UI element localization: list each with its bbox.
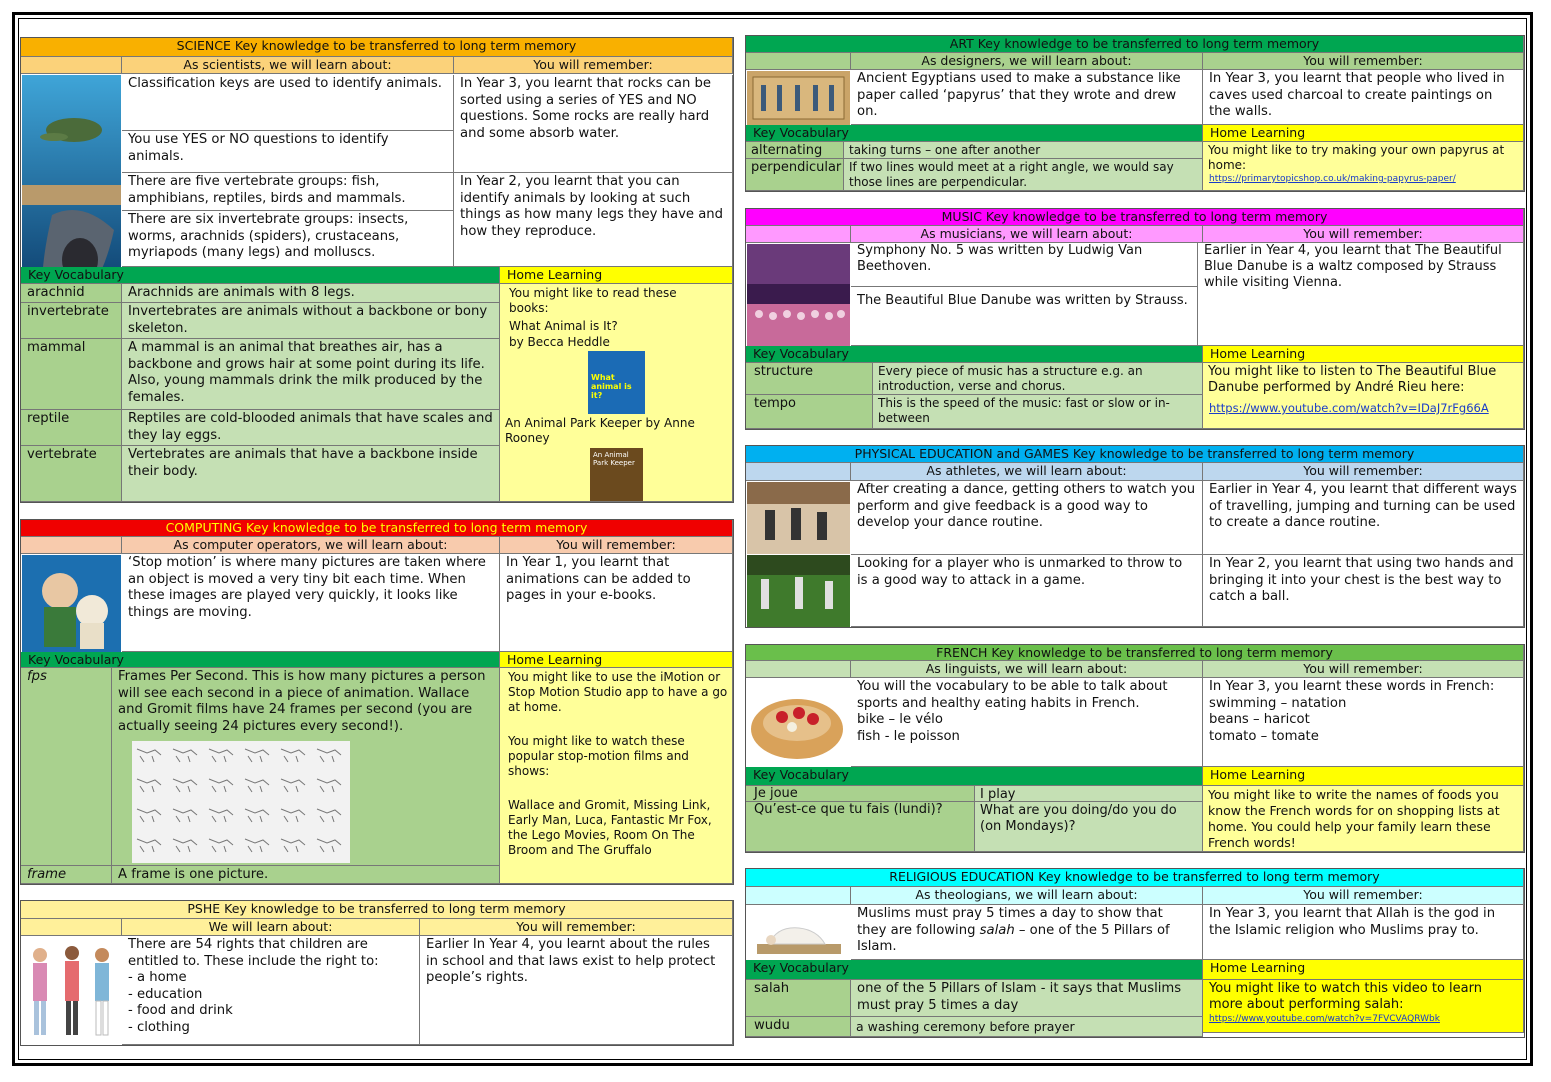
music-link[interactable] bbox=[1203, 397, 1523, 419]
home-learning-box bbox=[1203, 142, 1524, 191]
learn-header: As scientists, we will learn about: bbox=[122, 57, 454, 74]
vocab-def: Reptiles are cold-blooded animals that have scales and they lay eggs. bbox=[122, 410, 500, 446]
remember-header: You will remember: bbox=[500, 537, 733, 554]
header-spacer bbox=[746, 887, 851, 905]
learn-item: Symphony No. 5 was written by Ludwig Van Beethoven. bbox=[851, 243, 1198, 287]
section-title: FRENCH Key knowledge to be transferred to long term memory bbox=[746, 645, 1524, 661]
learn-item: There are 54 rights that children are entitled to. These include the right to: bbox=[128, 937, 379, 969]
vocab-def: Invertebrates are animals without a backbone or bony skeleton. bbox=[122, 303, 500, 339]
remember-item: In Year 3, you learnt these words in French: bbox=[1209, 679, 1495, 694]
re-section bbox=[745, 868, 1525, 1038]
remember-box bbox=[1203, 678, 1524, 767]
learn-header: As musicians, we will learn about: bbox=[851, 226, 1203, 243]
papyrus-image bbox=[747, 71, 850, 125]
food-image bbox=[747, 679, 850, 767]
dance-image bbox=[747, 482, 850, 554]
home-text: Wallace and Gromit, Missing Link, Early Man, Luca, Fantastic Mr Fox, the Lego Movies, Room On The Broom and The Gruffalo bbox=[508, 798, 712, 857]
home-learning-box bbox=[1203, 363, 1524, 429]
vocab-term: arachnid bbox=[21, 284, 122, 303]
remember-header: You will remember: bbox=[1203, 226, 1524, 243]
vocab-term: salah bbox=[746, 980, 851, 1017]
home-learning-box bbox=[1203, 980, 1524, 1033]
learn-header: As designers, we will learn about: bbox=[851, 53, 1203, 70]
learn-box bbox=[851, 678, 1203, 767]
remember-header: You will remember: bbox=[1203, 661, 1524, 678]
section-title: ART Key knowledge to be transferred to long term memory bbox=[746, 36, 1524, 53]
vocab-header: Key Vocabulary bbox=[21, 652, 500, 668]
vocab-term: Qu’est-ce que tu fais (lundi)? bbox=[746, 802, 975, 852]
learn-item: You will the vocabulary to be able to talk about sports and healthy eating habits in French. bbox=[857, 679, 1168, 711]
remember-item: swimming – natation bbox=[1209, 695, 1347, 711]
header-spacer bbox=[746, 661, 851, 678]
header-spacer bbox=[21, 57, 122, 74]
vocab-def: Frames Per Second. This is how many pictures a person will see each second in a piece of animation. Wallace and Gromit films have 24 frames per second (you are actually seeing 24 pictures every second!). bbox=[118, 669, 486, 734]
learn-header: As computer operators, we will learn about: bbox=[122, 537, 500, 554]
home-header: Home Learning bbox=[500, 267, 733, 284]
book-cover bbox=[588, 351, 645, 414]
salah-link-anchor[interactable]: https://www.youtube.com/watch?v=7FVCVAQRWbk bbox=[1209, 1014, 1440, 1024]
learn-item: bike – le vélo bbox=[857, 712, 943, 727]
remember-item: In Year 1, you learnt that animations can be added to pages in your e-books. bbox=[500, 554, 733, 652]
book-title: An Animal Park Keeper bbox=[593, 451, 635, 467]
learn-text: – one of the 5 Pillars of Islam. bbox=[857, 922, 1170, 954]
learn-header: As linguists, we will learn about: bbox=[851, 661, 1203, 678]
vocab-term: alternating bbox=[746, 142, 844, 159]
vocab-term: Je joue bbox=[746, 786, 975, 802]
science-section bbox=[20, 37, 734, 503]
vocab-def: What are you doing/do you do (on Mondays)? bbox=[975, 802, 1203, 852]
salah-link[interactable] bbox=[1203, 1014, 1523, 1025]
home-text: You might like to use the iMotion or Stop Motion Studio app to have a go at home. bbox=[508, 670, 728, 714]
vocab-def: This is the speed of the music: fast or slow or in-between bbox=[873, 395, 1203, 429]
learn-item bbox=[851, 905, 1203, 960]
home-header: Home Learning bbox=[1203, 125, 1524, 142]
remember-header: You will remember: bbox=[1203, 887, 1524, 905]
vocab-term: frame bbox=[21, 866, 112, 884]
book-cover bbox=[590, 448, 643, 501]
remember-header: You will remember: bbox=[420, 919, 733, 936]
music-link-anchor[interactable]: https://www.youtube.com/watch?v=IDaJ7rFg66A bbox=[1209, 401, 1489, 415]
learn-item: You use YES or NO questions to identify animals. bbox=[122, 131, 454, 173]
vocab-def-box bbox=[112, 668, 500, 866]
game-image bbox=[747, 555, 850, 627]
section-title: PHYSICAL EDUCATION and GAMES Key knowledge to be transferred to long term memory bbox=[746, 446, 1524, 463]
remember-item: Earlier In Year 4, you learnt about the rules in school and that laws exist to help protect people’s rights. bbox=[420, 936, 733, 1045]
learn-text: Muslims must pray 5 times a day to show that they are following bbox=[857, 906, 1163, 938]
header-spacer bbox=[746, 226, 851, 243]
vocab-term: vertebrate bbox=[21, 446, 122, 502]
learn-item: There are five vertebrate groups: fish, amphibians, reptiles, birds and mammals. bbox=[122, 173, 454, 211]
learn-item: Classification keys are used to identify animals. bbox=[122, 75, 454, 131]
learn-item: - clothing bbox=[128, 1019, 190, 1035]
learn-item: The Beautiful Blue Danube was written by Strauss. bbox=[851, 287, 1198, 346]
vocab-def: Arachnids are animals with 8 legs. bbox=[122, 284, 500, 303]
vocab-term: tempo bbox=[746, 395, 873, 429]
vocab-def: one of the 5 Pillars of Islam - it says that Muslims must pray 5 times a day bbox=[851, 980, 1203, 1017]
home-learning-box bbox=[500, 284, 733, 502]
learn-box bbox=[122, 936, 420, 1045]
vocab-def: taking turns – one after another bbox=[844, 142, 1203, 159]
learn-item: - education bbox=[128, 986, 203, 1002]
learn-item: ‘Stop motion’ is where many pictures are taken where an object is moved a very tiny bit each time. When these images are played very quickly, it looks like things are moving. bbox=[122, 554, 500, 652]
vocab-term: wudu bbox=[746, 1017, 851, 1037]
learn-item: Looking for a player who is unmarked to throw to is a good way to attack in a game. bbox=[851, 555, 1203, 627]
vocab-def: A mammal is an animal that breathes air, has a backbone and grows hair at some point during its life. Also, young mammals drink the milk produced by the females. bbox=[122, 339, 500, 410]
remember-item: Earlier in Year 4, you learnt that The Beautiful Blue Danube is a waltz composed by Strauss while visiting Vienna. bbox=[1198, 243, 1524, 346]
home-text: An Animal Park Keeper by Anne Rooney bbox=[505, 416, 695, 445]
remember-item: In Year 3, you learnt that rocks can be sorted using a series of YES and NO questions. Some rocks are really hard and some absorb water. bbox=[454, 75, 733, 173]
papyrus-link[interactable] bbox=[1203, 174, 1523, 185]
remember-item: In Year 3, you learnt that people who lived in caves used charcoal to create paintings on the walls. bbox=[1203, 70, 1524, 125]
header-spacer bbox=[21, 919, 122, 936]
remember-header: You will remember: bbox=[1203, 53, 1524, 70]
wallace-gromit-image bbox=[22, 555, 121, 652]
remember-header: You will remember: bbox=[454, 57, 733, 74]
home-text: You might like to listen to The Beautiful Blue Danube performed by André Rieu here: bbox=[1208, 364, 1497, 395]
learn-item: fish - le poisson bbox=[857, 728, 960, 744]
music-section bbox=[745, 208, 1525, 430]
vocab-def: Every piece of music has a structure e.g. an introduction, verse and chorus. bbox=[873, 363, 1203, 395]
vocab-def: A frame is one picture. bbox=[112, 866, 500, 884]
home-header: Home Learning bbox=[1203, 346, 1524, 363]
vocab-def: Vertebrates are animals that have a backbone inside their body. bbox=[122, 446, 500, 502]
home-text: You might like to try making your own papyrus at home: bbox=[1208, 143, 1505, 172]
home-text: What Animal is It? bbox=[509, 319, 618, 333]
animation-frames-image bbox=[132, 741, 350, 863]
vocab-term: perpendicular bbox=[746, 159, 844, 191]
computing-section bbox=[20, 519, 734, 885]
header-spacer bbox=[21, 537, 122, 554]
vocab-header: Key Vocabulary bbox=[746, 346, 1203, 363]
book-title: What animal is it? bbox=[591, 373, 632, 400]
home-learning-box: You might like to write the names of foods you know the French words for on shopping lists at home. You could help your family learn these French words! bbox=[1203, 786, 1524, 852]
vocab-term: fps bbox=[21, 668, 112, 866]
vocab-def: a washing ceremony before prayer bbox=[851, 1017, 1203, 1037]
children-dolls-image bbox=[22, 937, 121, 1041]
learn-item: After creating a dance, getting others to watch you perform and give feedback is a good way to develop your dance routine. bbox=[851, 481, 1203, 555]
vocab-header: Key Vocabulary bbox=[746, 960, 1203, 980]
section-title: PSHE Key knowledge to be transferred to long term memory bbox=[21, 901, 733, 919]
french-section bbox=[745, 644, 1525, 853]
remember-item: Earlier in Year 4, you learnt that different ways of travelling, jumping and turning can be used to create a dance routine. bbox=[1203, 481, 1524, 555]
home-text: by Becca Heddle bbox=[509, 335, 610, 349]
learn-header: As theologians, we will learn about: bbox=[851, 887, 1203, 905]
pe-section bbox=[745, 445, 1525, 628]
remember-item: tomato – tomate bbox=[1209, 728, 1319, 744]
home-text: You might like to watch these popular stop-motion films and shows: bbox=[508, 734, 689, 778]
section-title: SCIENCE Key knowledge to be transferred to long term memory bbox=[21, 38, 733, 57]
home-text: You might like to read these books: bbox=[509, 286, 677, 315]
learn-item: Ancient Egyptians used to make a substance like paper called ‘papyrus’ that they wrote and drew on. bbox=[851, 70, 1203, 125]
remember-item: In Year 2, you learnt that you can identify animals by looking at such things as how many legs they have and how they reproduce. bbox=[454, 173, 733, 267]
header-spacer bbox=[746, 463, 851, 481]
vocab-term: invertebrate bbox=[21, 303, 122, 339]
home-learning-box bbox=[500, 668, 733, 884]
learn-term: salah bbox=[979, 922, 1015, 938]
home-header: Home Learning bbox=[500, 652, 733, 668]
vocab-term: mammal bbox=[21, 339, 122, 410]
learn-header: We will learn about: bbox=[122, 919, 420, 936]
section-title: MUSIC Key knowledge to be transferred to long term memory bbox=[746, 209, 1524, 226]
vocab-term: reptile bbox=[21, 410, 122, 446]
header-spacer bbox=[746, 53, 851, 70]
remember-header: You will remember: bbox=[1203, 463, 1524, 481]
pshe-section bbox=[20, 900, 734, 1046]
vocab-header: Key Vocabulary bbox=[21, 267, 500, 284]
remember-item: In Year 2, you learnt that using two hands and bringing it into your chest is the best way to catch a ball. bbox=[1203, 555, 1524, 627]
learn-item: - food and drink bbox=[128, 1003, 233, 1018]
papyrus-link-anchor[interactable]: https://primarytopicshop.co.uk/making-papyrus-paper/ bbox=[1209, 174, 1456, 184]
learn-item: - a home bbox=[128, 970, 187, 985]
home-text: You might like to watch this video to learn more about performing salah: bbox=[1209, 981, 1482, 1012]
vocab-def: If two lines would meet at a right angle, we would say those lines are perpendicular. bbox=[844, 159, 1203, 191]
section-title: RELIGIOUS EDUCATION Key knowledge to be transferred to long term memory bbox=[746, 869, 1524, 887]
section-title: COMPUTING Key knowledge to be transferred to long term memory bbox=[21, 520, 733, 537]
remember-item: beans – haricot bbox=[1209, 712, 1310, 727]
prayer-image bbox=[747, 906, 850, 960]
vocab-def: I play bbox=[975, 786, 1203, 802]
home-header: Home Learning bbox=[1203, 960, 1524, 980]
art-section bbox=[745, 35, 1525, 192]
home-header: Home Learning bbox=[1203, 767, 1524, 786]
learn-header: As athletes, we will learn about: bbox=[851, 463, 1203, 481]
orchestra-image bbox=[747, 244, 850, 346]
vocab-header: Key Vocabulary bbox=[746, 125, 1203, 142]
vocab-header: Key Vocabulary bbox=[746, 767, 1203, 786]
vocab-term: structure bbox=[746, 363, 873, 395]
learn-item: There are six invertebrate groups: insects, worms, arachnids (spiders), crustaceans, myriapods (many legs) and molluscs. bbox=[122, 211, 454, 267]
remember-item: In Year 3, you learnt that Allah is the god in the Islamic religion who Muslims pray to. bbox=[1203, 905, 1524, 960]
